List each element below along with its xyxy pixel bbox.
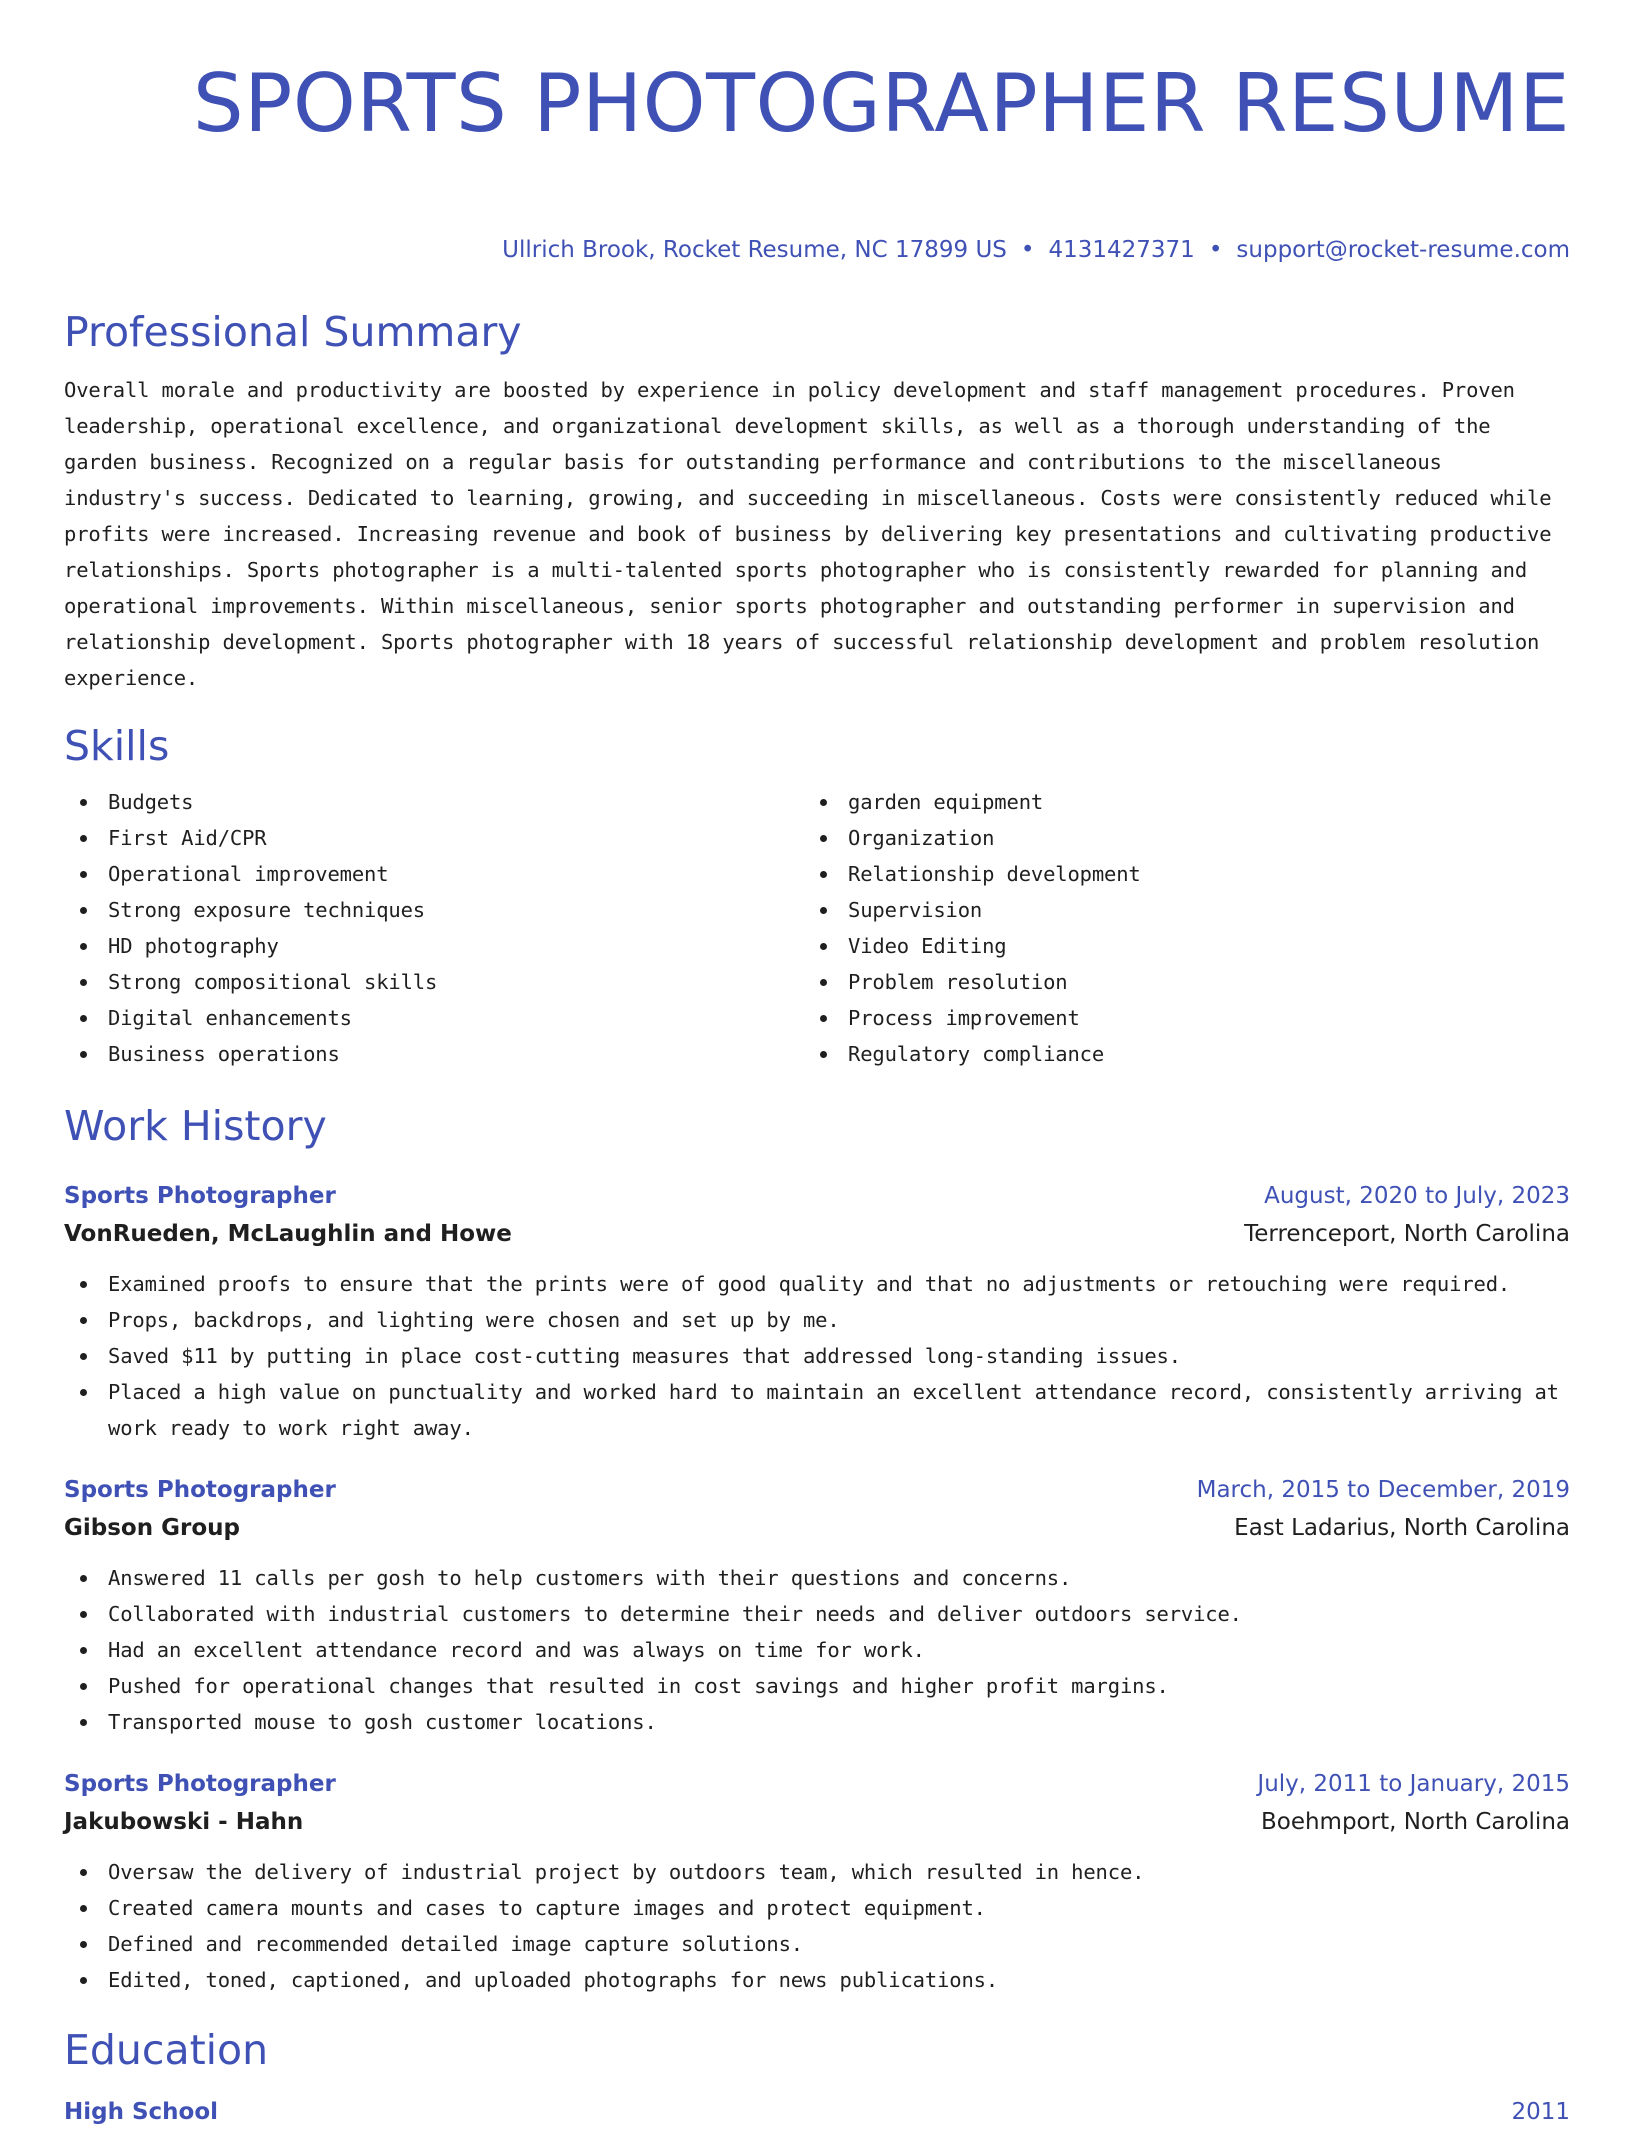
resume-title: SPORTS PHOTOGRAPHER RESUME	[192, 57, 1570, 150]
skills-list	[64, 784, 1570, 1072]
job-entry	[64, 1472, 1570, 1740]
skill-item: Operational improvement	[64, 856, 804, 892]
duty-item: Answered 11 calls per gosh to help customers with their questions and concerns.	[64, 1560, 1570, 1596]
job-dates: August, 2020 to July, 2023	[1264, 1183, 1570, 1209]
education-heading: Education	[64, 2026, 269, 2074]
job-dates: March, 2015 to December, 2019	[1196, 1477, 1570, 1503]
skill-item: Problem resolution	[804, 964, 1544, 1000]
contact-email: support@rocket-resume.com	[1236, 237, 1570, 263]
duty-item: Had an excellent attendance record and was always on time for work.	[64, 1632, 1570, 1668]
job-title: Sports Photographer	[64, 1771, 336, 1797]
skill-item: Budgets	[64, 784, 804, 820]
skill-item: Video Editing	[804, 928, 1544, 964]
job-location: East Ladarius, North Carolina	[1234, 1515, 1570, 1541]
skill-item: Strong exposure techniques	[64, 892, 804, 928]
job-location: Terrenceport, North Carolina	[1244, 1221, 1570, 1247]
job-duties	[64, 1854, 1570, 1998]
skill-item: Organization	[804, 820, 1544, 856]
duty-item: Placed a high value on punctuality and worked hard to maintain an excellent attendance record, consistently arriving at work ready to work right away.	[64, 1374, 1570, 1446]
job-location: Boehmport, North Carolina	[1260, 1809, 1570, 1835]
job-company: Jakubowski - Hahn	[64, 1809, 304, 1835]
skill-item: Relationship development	[804, 856, 1544, 892]
skill-item: First Aid/CPR	[64, 820, 804, 856]
summary-text: Overall morale and productivity are boosted by experience in policy development and staff management procedures. Proven leadership, operational excellence, and organizational development skills, as well as a thorough understanding of the garden business. Recognized on a regular basis for outstanding performance and contributions to the miscellaneous industry's success. Dedicated to learning, growing, and succeeding in miscellaneous. Costs were consistently reduced while profits were increased. Increasing revenue and book of business by delivering key presentations and cultivating productive relationships. Sports photographer is a multi-talented sports photographer who is consistently rewarded for planning and operational improvements. Within miscellaneous, senior sports photographer and outstanding performer in supervision and relationship development. Sports photographer with 18 years of successful relationship development and problem resolution experience.	[64, 378, 1552, 690]
job-company: VonRueden, McLaughlin and Howe	[64, 1221, 512, 1247]
duty-item: Collaborated with industrial customers to determine their needs and deliver outdoors service.	[64, 1596, 1570, 1632]
work-history-heading: Work History	[64, 1102, 327, 1150]
job-dates: July, 2011 to January, 2015	[1257, 1771, 1570, 1797]
job-company: Gibson Group	[64, 1515, 240, 1541]
duty-item: Props, backdrops, and lighting were chosen and set up by me.	[64, 1302, 1570, 1338]
duty-item: Examined proofs to ensure that the prints were of good quality and that no adjustments or retouching were required.	[64, 1266, 1570, 1302]
job-duties	[64, 1266, 1570, 1446]
summary-heading: Professional Summary	[64, 308, 522, 356]
skill-item: Business operations	[64, 1036, 804, 1072]
skill-item: Strong compositional skills	[64, 964, 804, 1000]
skills-heading: Skills	[64, 722, 170, 770]
skill-item: garden equipment	[804, 784, 1544, 820]
contact-line	[64, 234, 1570, 266]
contact-separator: •	[1020, 237, 1035, 263]
skill-item: Digital enhancements	[64, 1000, 804, 1036]
contact-address: Ullrich Brook, Rocket Resume, NC 17899 US	[502, 237, 1007, 263]
duty-item: Transported mouse to gosh customer locations.	[64, 1704, 1570, 1740]
skills-column-right	[804, 784, 1544, 1072]
duty-item: Edited, toned, captioned, and uploaded photographs for news publications.	[64, 1962, 1570, 1998]
job-title: Sports Photographer	[64, 1477, 336, 1503]
skill-item: Regulatory compliance	[804, 1036, 1544, 1072]
skills-column-left	[64, 784, 804, 1072]
job-entry	[64, 1766, 1570, 1998]
skill-item: Supervision	[804, 892, 1544, 928]
duty-item: Saved $11 by putting in place cost-cutting measures that addressed long-standing issues.	[64, 1338, 1570, 1374]
education-degree: High School	[64, 2099, 219, 2125]
duty-item: Pushed for operational changes that resulted in cost savings and higher profit margins.	[64, 1668, 1570, 1704]
job-entry	[64, 1178, 1570, 1446]
skill-item: Process improvement	[804, 1000, 1544, 1036]
duty-item: Oversaw the delivery of industrial project by outdoors team, which resulted in hence.	[64, 1854, 1570, 1890]
duty-item: Defined and recommended detailed image capture solutions.	[64, 1926, 1570, 1962]
duty-item: Created camera mounts and cases to capture images and protect equipment.	[64, 1890, 1570, 1926]
contact-separator: •	[1208, 237, 1223, 263]
education-year: 2011	[1511, 2099, 1570, 2125]
job-duties	[64, 1560, 1570, 1740]
contact-phone: 4131427371	[1048, 237, 1195, 263]
skill-item: HD photography	[64, 928, 804, 964]
education-entry	[64, 2094, 1570, 2130]
job-title: Sports Photographer	[64, 1183, 336, 1209]
